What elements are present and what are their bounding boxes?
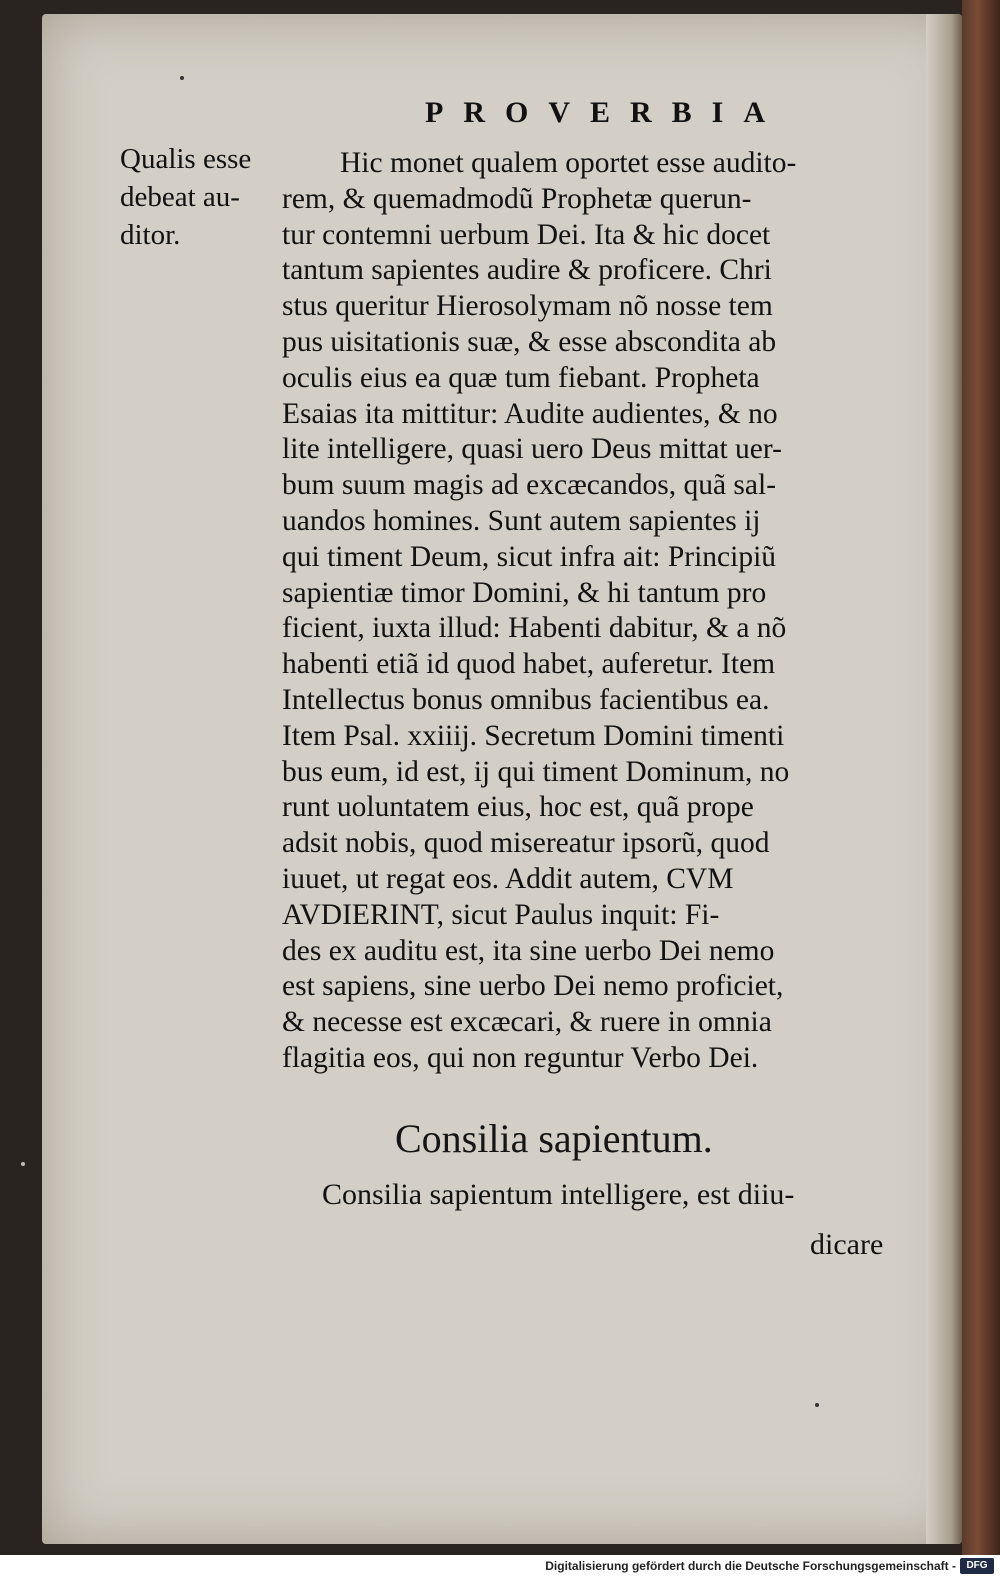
- dfg-logo-icon: DFG: [960, 1558, 994, 1574]
- text-line: Consilia sapientum intelligere, est diiu-: [322, 1178, 795, 1211]
- page-gutter: [926, 14, 962, 1544]
- text-line: AVDIERINT, sicut Paulus inquit: Fi-: [282, 898, 720, 931]
- continuation-text: [322, 1170, 922, 1270]
- book-cover-edge: [962, 0, 1000, 1555]
- text-line: bus eum, id est, ij qui timent Dominum, no: [282, 755, 790, 788]
- text-line: runt uoluntatem eius, hoc est, quã prope: [282, 791, 754, 824]
- text-line: tantum sapientes audire & proficere. Chri: [282, 254, 772, 287]
- text-line: Hic monet qualem oportet esse audito-: [340, 147, 797, 179]
- text-line: des ex auditu est, ita sine uerbo Dei nemo: [282, 934, 775, 967]
- funding-credit: Digitalisierung gefördert durch die Deutsche Forschungsgemeinschaft -: [545, 1559, 956, 1573]
- text-line: flagitia eos, qui non reguntur Verbo Dei.: [282, 1041, 759, 1074]
- text-line: lite intelligere, quasi uero Deus mittat uer-: [282, 433, 782, 466]
- margin-note-line: debeat au-: [120, 181, 240, 213]
- section-heading: Consilia sapientum.: [395, 1116, 713, 1161]
- ink-speck: [815, 1403, 819, 1407]
- text-line: Item Psal. xxiiij. Secretum Domini timenti: [282, 719, 785, 752]
- body-text: [282, 146, 922, 1077]
- digitization-footer: [0, 1555, 1000, 1581]
- text-line: qui timent Deum, sicut infra ait: Principiũ: [282, 540, 777, 573]
- text-line: iuuet, ut regat eos. Addit autem, CVM: [282, 862, 734, 895]
- text-line: habenti etiã id quod habet, auferetur. Item: [282, 648, 776, 681]
- margin-note-line: ditor.: [120, 219, 181, 251]
- text-line: sapientiæ timor Domini, & hi tantum pro: [282, 576, 767, 609]
- catchword: dicare: [810, 1228, 884, 1261]
- text-line: tur contemni uerbum Dei. Ita & hic docet: [282, 218, 771, 251]
- text-line: Esaias ita mittitur: Audite audientes, & no: [282, 397, 778, 430]
- ink-speck: [180, 76, 184, 80]
- margin-note: [120, 140, 290, 254]
- text-line: adsit nobis, quod misereatur ipsorũ, quod: [282, 827, 770, 860]
- text-line: ficient, iuxta illud: Habenti dabitur, & a nõ: [282, 612, 787, 645]
- text-line: & necesse est excæcari, & ruere in omnia: [282, 1006, 772, 1039]
- text-line: rem, & quemadmodũ Prophetæ querun-: [282, 182, 752, 215]
- ink-speck: [21, 1162, 25, 1166]
- text-line: oculis eius ea quæ tum fiebant. Propheta: [282, 361, 760, 394]
- text-line: stus queritur Hierosolymam nõ nosse tem: [282, 290, 773, 323]
- margin-note-line: Qualis esse: [120, 143, 252, 175]
- text-line: est sapiens, sine uerbo Dei nemo proficiet,: [282, 970, 784, 1003]
- text-line: Intellectus bonus omnibus facientibus ea.: [282, 683, 770, 716]
- running-head: PROVERBIA: [425, 96, 786, 129]
- text-line: bum suum magis ad excæcandos, quã sal-: [282, 469, 777, 502]
- text-line: pus uisitationis suæ, & esse abscondita ab: [282, 325, 777, 358]
- text-line: uandos homines. Sunt autem sapientes ij: [282, 504, 761, 537]
